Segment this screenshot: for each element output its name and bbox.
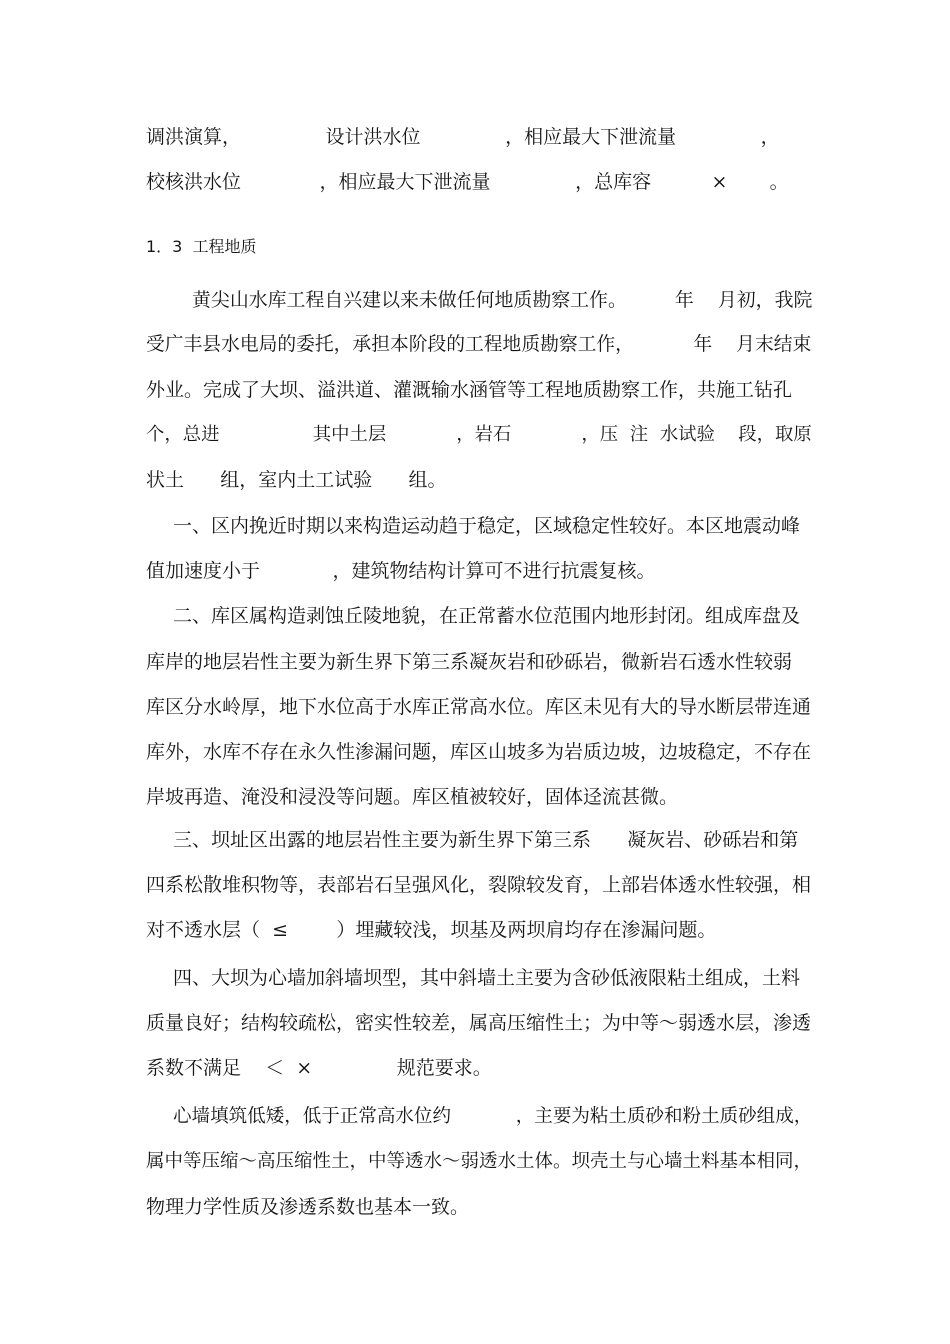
text-line-flood-routing: 调洪演算， 设计洪水位 ，相应最大下泄流量 ， bbox=[146, 126, 780, 148]
text-line-para5-2: 质量良好；结构较疏松，密实性较差，属高压缩性土；为中等～弱透水层，渗透 bbox=[146, 1012, 812, 1034]
text-line-para1-4: 个，总进 其中土层 ，岩石 ，压 注 水试验 段，取原 bbox=[146, 424, 812, 445]
text-line-para6-2: 属中等压缩～高压缩性土，中等透水～弱透水土体。坝壳土与心墙土料基本相同， bbox=[146, 1151, 813, 1172]
text-line-para6-1: 心墙填筑低矮，低于正常高水位约 ，主要为粘土质砂和粉土质砂组成， bbox=[173, 1106, 813, 1127]
text-line-para2-1: 一、区内挽近时期以来构造运动趋于稳定，区域稳定性较好。本区地震动峰 bbox=[173, 515, 801, 537]
text-line-para2-2: 值加速度小于 ，建筑物结构计算可不进行抗震复核。 bbox=[146, 560, 656, 582]
text-line-para1-2: 受广丰县水电局的委托，承担本阶段的工程地质勘察工作， 年 月末结束 bbox=[146, 334, 812, 355]
text-line-para4-1: 三、坝址区出露的地层岩性主要为新生界下第三系 凝灰岩、砂砾岩和第 bbox=[173, 829, 799, 851]
text-line-para5-3: 系数不满足 ＜ × 规范要求。 bbox=[146, 1057, 492, 1079]
text-line-para6-3: 物理力学性质及渗透系数也基本一致。 bbox=[146, 1196, 470, 1218]
text-line-para3-5: 岸坡再造、淹没和浸没等问题。库区植被较好，固体迳流甚微。 bbox=[146, 786, 679, 808]
section-heading: 1．3 工程地质 bbox=[146, 237, 257, 256]
text-line-para3-4: 库外，水库不存在永久性渗漏问题，库区山坡多为岩质边坡，边坡稳定，不存在 bbox=[146, 741, 812, 763]
text-line-para1-1: 黄尖山水库工程自兴建以来未做任何地质勘察工作。 年 月初，我院 bbox=[192, 289, 813, 311]
text-line-para3-1: 二、库区属构造剥蚀丘陵地貌，在正常蓄水位范围内地形封闭。组成库盘及 bbox=[173, 605, 801, 627]
text-line-check-flood-level: 校核洪水位 ，相应最大下泄流量 ，总库容 × 。 bbox=[146, 171, 789, 193]
text-line-para4-2: 四系松散堆积物等，表部岩石呈强风化，裂隙较发育，上部岩体透水性较强，相 bbox=[146, 874, 812, 896]
text-line-para4-3: 对不透水层（ ≤ ）埋藏较浅，坝基及两坝肩均存在渗漏问题。 bbox=[146, 919, 717, 941]
text-line-para3-3: 库区分水岭厚，地下水位高于水库正常高水位。库区未见有大的导水断层带连通 bbox=[146, 696, 812, 718]
text-line-para1-5: 状土 组，室内土工试验 组。 bbox=[146, 469, 447, 491]
text-line-para3-2: 库岸的地层岩性主要为新生界下第三系凝灰岩和砂砾岩，微新岩石透水性较弱 bbox=[146, 651, 793, 673]
text-line-para5-1: 四、大坝为心墙加斜墙坝型，其中斜墙土主要为含砂低液限粘土组成，土料 bbox=[173, 967, 801, 989]
text-line-para1-3: 外业。完成了大坝、溢洪道、灌溉输水涵管等工程地质勘察工作，共施工钻孔 bbox=[146, 379, 793, 401]
